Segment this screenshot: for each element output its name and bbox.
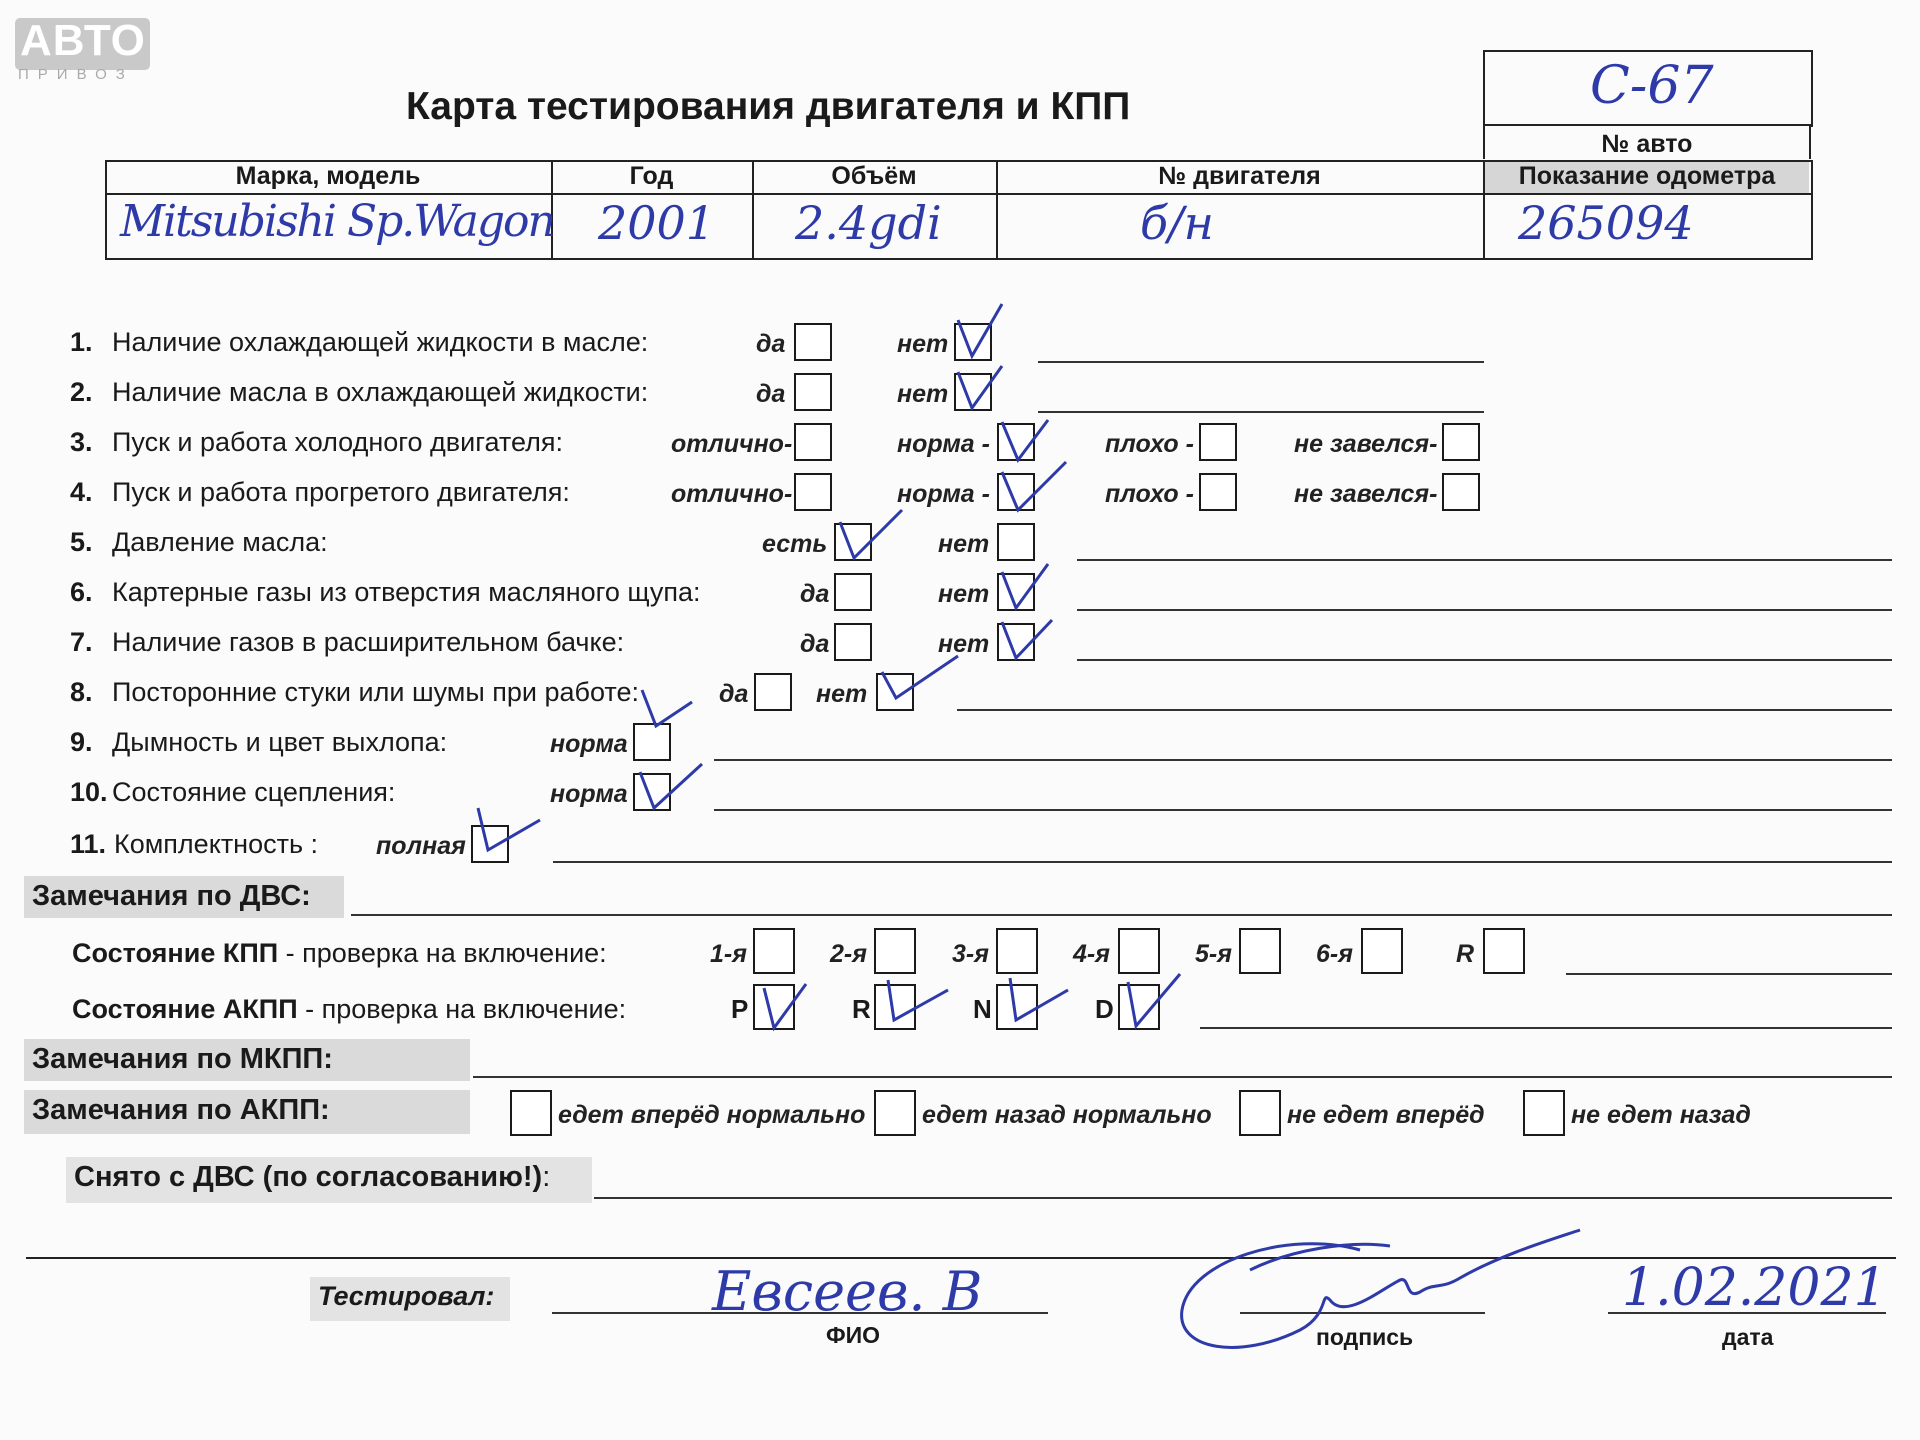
removed-label-bg <box>66 1157 592 1203</box>
row-3-number: 3. <box>70 427 93 457</box>
akpp-label-bold: Состояние АКПП <box>72 994 298 1024</box>
date-value: 1.02.2021 <box>1622 1258 1887 1318</box>
page-title: Карта тестирования двигателя и КПП <box>406 85 1131 128</box>
row-1-note-line <box>1038 361 1484 363</box>
row-1-opt-net: нет <box>897 330 949 358</box>
check-row-9-norma <box>630 680 710 760</box>
row-8-opt-net: нет <box>816 680 868 708</box>
row-10-number: 10. <box>70 777 108 807</box>
row-6-number: 6. <box>70 577 93 607</box>
row-7-opt-da: да <box>800 630 830 658</box>
check-akpp-n <box>1002 970 1082 1040</box>
year-value: 2001 <box>598 196 716 250</box>
akpp-opt-3: не едет вперёд <box>1287 1101 1485 1129</box>
row-2-number: 2. <box>70 377 93 407</box>
odometer-header: Показание одометра <box>1518 162 1776 190</box>
kpp-gear-5: 5-я <box>1195 940 1232 968</box>
akpp-opt-2: едет назад нормально <box>922 1101 1212 1129</box>
kpp-box-2[interactable] <box>874 928 916 974</box>
kpp-gear-r: R <box>1456 940 1475 968</box>
row-4-opt-excellent: отлично- <box>671 480 793 508</box>
row-3-opt-normal: норма - <box>897 430 990 458</box>
kpp-box-4[interactable] <box>1118 928 1160 974</box>
row-6-opt-da: да <box>800 580 830 608</box>
row-2-note-line <box>1038 411 1484 413</box>
date-line <box>1608 1312 1886 1314</box>
row-7-number: 7. <box>70 627 93 657</box>
kpp-note-line <box>1566 973 1892 975</box>
row-8-label: Посторонние стуки или шумы при работе: <box>112 677 639 707</box>
row-4-label: Пуск и работа прогретого двигателя: <box>112 477 570 507</box>
row-3-opt-nostart: не завелся- <box>1294 430 1438 458</box>
row-6-label: Картерные газы из отверстия масляного щупа: <box>112 577 701 607</box>
remarks-engine-label: Замечания по ДВС: <box>24 876 344 918</box>
row-11-number: 11. <box>70 829 107 859</box>
check-row-10-norma <box>630 750 710 820</box>
akpp-opt-box-1[interactable] <box>510 1090 552 1136</box>
row-5-number: 5. <box>70 527 93 557</box>
row-7-opt-net: нет <box>938 630 990 658</box>
row-1-label: Наличие охлаждающей жидкости в масле: <box>112 327 649 357</box>
kpp-gear-1: 1-я <box>710 940 747 968</box>
check-row-7-net <box>994 600 1064 670</box>
row-7-note-line <box>1077 659 1892 661</box>
row-6-box-da[interactable] <box>834 573 872 611</box>
row-9-opt-norma: норма <box>550 730 628 758</box>
kpp-label-rest: - проверка на включение: <box>278 938 607 968</box>
date-caption: дата <box>1722 1324 1774 1350</box>
car-number-right-border <box>1809 124 1811 159</box>
row-9-label: Дымность и цвет выхлопа: <box>112 727 448 757</box>
remarks-engine-line <box>351 914 1892 916</box>
row-4-number: 4. <box>70 477 93 507</box>
row-7-box-da[interactable] <box>834 623 872 661</box>
row-1-opt-da: да <box>756 330 786 358</box>
row-5-opt-est: есть <box>762 530 828 558</box>
row-2-opt-net: нет <box>897 380 949 408</box>
akpp-label-rest: - проверка на включение: <box>297 994 627 1024</box>
row-5-opt-net: нет <box>938 530 990 558</box>
fio-value: Евсеев. В <box>712 1260 983 1323</box>
info-table-row-line <box>105 193 1811 195</box>
akpp-mode-d: D <box>1095 994 1114 1024</box>
akpp-opt-4: не едет назад <box>1571 1101 1751 1129</box>
removed-label-rest: : <box>542 1161 551 1193</box>
year-header: Год <box>629 162 674 190</box>
signature-caption: подпись <box>1316 1324 1414 1350</box>
bottom-separator <box>26 1257 1896 1259</box>
row-9-note-line <box>714 759 1892 761</box>
kpp-label-bold: Состояние КПП <box>72 938 279 968</box>
fio-line <box>552 1312 1048 1314</box>
removed-line <box>594 1197 1892 1199</box>
kpp-gear-3: 3-я <box>952 940 989 968</box>
volume-header: Объём <box>831 162 917 190</box>
akpp-opt-box-2[interactable] <box>874 1090 916 1136</box>
akpp-note-line <box>1200 1027 1892 1029</box>
row-4-opt-nostart: не завелся- <box>1294 480 1438 508</box>
row-8-box-da[interactable] <box>754 673 792 711</box>
row-1-box-da[interactable] <box>794 323 832 361</box>
check-row-11-full <box>468 800 548 870</box>
car-number-separator <box>1483 124 1811 126</box>
akpp-label <box>72 994 626 1025</box>
car-number-label: № авто <box>1601 130 1693 158</box>
volume-value: 2.4gdi <box>795 196 942 250</box>
akpp-opt-box-4[interactable] <box>1523 1090 1565 1136</box>
logo-subtext: ПРИВОЗ <box>18 66 134 83</box>
row-4-opt-normal: норма - <box>897 480 990 508</box>
remarks-mkpp-label: Замечания по МКПП: <box>24 1039 470 1081</box>
row-4-box-nostart[interactable] <box>1442 473 1480 511</box>
row-3-box-excellent[interactable] <box>794 423 832 461</box>
kpp-box-5[interactable] <box>1239 928 1281 974</box>
row-8-note-line <box>957 709 1892 711</box>
car-number-value: C-67 <box>1590 56 1714 116</box>
engine-value: б/н <box>1140 196 1214 250</box>
akpp-opt-box-3[interactable] <box>1239 1090 1281 1136</box>
kpp-gear-2: 2-я <box>830 940 867 968</box>
kpp-box-3[interactable] <box>996 928 1038 974</box>
row-10-label: Состояние сцепления: <box>112 777 396 807</box>
kpp-box-1[interactable] <box>753 928 795 974</box>
kpp-gear-6: 6-я <box>1316 940 1353 968</box>
row-9-number: 9. <box>70 727 93 757</box>
kpp-box-6[interactable] <box>1361 928 1403 974</box>
signature-scribble <box>1170 1230 1590 1360</box>
row-3-label: Пуск и работа холодного двигателя: <box>112 427 563 457</box>
row-1-number: 1. <box>70 327 93 357</box>
akpp-mode-r: R <box>852 994 871 1024</box>
row-8-number: 8. <box>70 677 93 707</box>
check-row-8-net <box>874 650 964 720</box>
kpp-gear-4: 4-я <box>1073 940 1110 968</box>
check-akpp-d <box>1120 970 1200 1040</box>
row-11-label: Комплектность : <box>114 829 319 859</box>
tested-label: Тестировал: <box>310 1277 510 1321</box>
row-3-box-nostart[interactable] <box>1442 423 1480 461</box>
row-11-opt-full: полная <box>376 832 466 860</box>
removed-label-bold: Снято с ДВС (по согласованию!) <box>74 1161 543 1193</box>
brand-header: Марка, модель <box>235 162 421 190</box>
row-8-opt-da: да <box>719 680 749 708</box>
row-2-label: Наличие масла в охлаждающей жидкости: <box>112 377 649 407</box>
kpp-label <box>72 938 607 969</box>
odometer-value: 265094 <box>1518 196 1694 250</box>
check-row-4-normal <box>994 450 1074 520</box>
row-6-opt-net: нет <box>938 580 990 608</box>
car-number-left-border <box>1483 124 1485 159</box>
row-5-note-line <box>1077 559 1892 561</box>
logo-text: АВТО <box>20 16 146 65</box>
row-11-note-line <box>553 861 1892 863</box>
row-4-box-bad[interactable] <box>1199 473 1237 511</box>
row-2-opt-da: да <box>756 380 786 408</box>
row-3-opt-excellent: отлично- <box>671 430 793 458</box>
row-5-label: Давление масла: <box>112 527 328 557</box>
row-3-box-bad[interactable] <box>1199 423 1237 461</box>
row-7-label: Наличие газов в расширительном бачке: <box>112 627 625 657</box>
row-3-opt-bad: плохо - <box>1105 430 1194 458</box>
remarks-mkpp-line <box>473 1076 1892 1078</box>
remarks-akpp-label: Замечания по АКПП: <box>24 1090 470 1134</box>
row-10-note-line <box>714 809 1892 811</box>
akpp-mode-n: N <box>973 994 992 1024</box>
row-2-box-da[interactable] <box>794 373 832 411</box>
row-6-note-line <box>1077 609 1892 611</box>
row-10-opt-norma: норма <box>550 780 628 808</box>
engine-header: № двигателя <box>1158 162 1321 190</box>
fio-caption: ФИО <box>826 1322 881 1348</box>
check-akpp-p <box>756 970 836 1040</box>
row-4-opt-bad: плохо - <box>1105 480 1194 508</box>
akpp-opt-1: едет вперёд нормально <box>558 1101 866 1129</box>
kpp-box-r[interactable] <box>1483 928 1525 974</box>
brand-value: Mitsubishi Sp.Wagon <box>120 196 554 247</box>
check-row-5-est <box>832 500 912 570</box>
check-akpp-r <box>880 970 960 1040</box>
row-4-box-excellent[interactable] <box>794 473 832 511</box>
akpp-mode-p: P <box>731 994 749 1024</box>
